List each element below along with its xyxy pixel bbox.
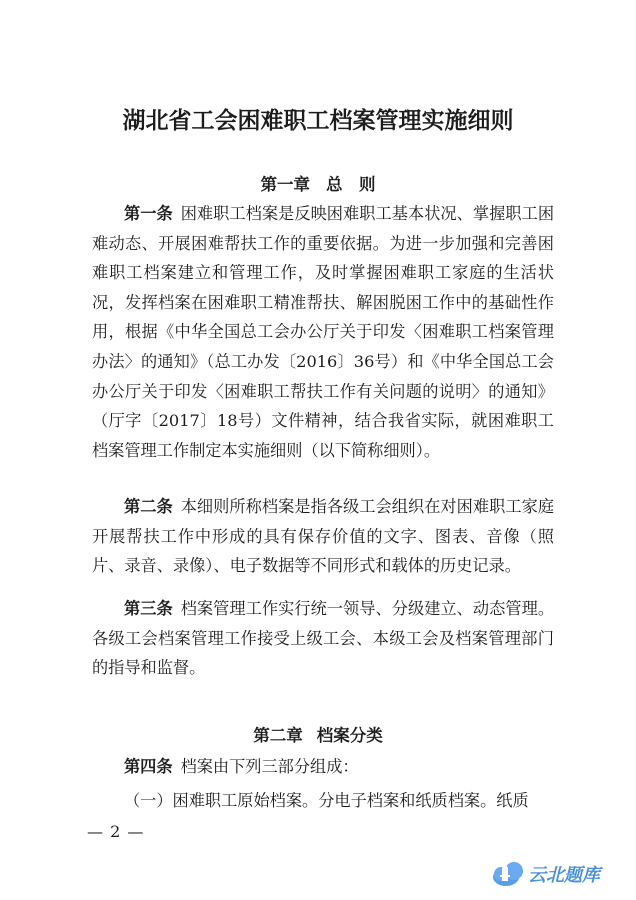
watermark-logo (490, 855, 630, 891)
article-label: 第一条 (124, 204, 173, 223)
list-item: （一）困难职工原始档案。分电子档案和纸质档案。纸质 (124, 791, 529, 810)
article-4 (92, 752, 554, 782)
article-3 (92, 594, 554, 683)
chapter-number: 第一章 (260, 175, 310, 194)
article-2 (92, 492, 554, 581)
chapter-number: 第二章 (253, 726, 303, 745)
article-text: 本细则所称档案是指各级工会组织在对困难职工家庭开展帮扶工作中形成的具有保存价值的文字、图表、音像（照片、录音、录像）、电子数据等不同形式和载体的历史记录。 (92, 497, 555, 576)
chapter-heading-1 (0, 171, 636, 195)
article-label: 第四条 (124, 757, 173, 776)
article-text: 档案管理工作实行统一领导、分级建立、动态管理。各级工会档案管理工作接受上级工会、本级工会及档案管理部门的指导和监督。 (92, 599, 555, 678)
document-title: 湖北省工会困难职工档案管理实施细则 (122, 107, 514, 134)
watermark-text: 云北题库 (528, 865, 600, 886)
article-1 (92, 199, 554, 465)
article-text: 档案由下列三部分组成： (180, 757, 359, 776)
chapter-name: 档案分类 (316, 726, 383, 745)
page-number: — 2 — (87, 822, 145, 841)
chapter-heading-2 (0, 722, 636, 746)
article-label: 第二条 (124, 497, 173, 516)
article-text: 困难职工档案是反映困难职工基本状况、掌握职工困难动态、开展困难帮扶工作的重要依据。为进一步加强和完善困难职工档案建立和管理工作，及时掌握困难职工家庭的生活状况，发挥档案在困难职工精准帮扶、解困脱困工作中的基础性作用，根据《中华全国总工会办公厅关于印发〈困难职工档案管理办法〉的通知》（总工办发〔2016〕36号）和《中华全国总工会办公厅关于印发〈困难职工帮扶工作有关问题的说明〉的通知》（厅字〔2017〕18号）文件精神，结合我省实际，就困难职工档案管理工作制定本实施细则（以下简称细则）。 (92, 204, 555, 460)
chapter-name: 总 则 (326, 175, 376, 194)
cloud-icon (493, 862, 523, 886)
article-label: 第三条 (124, 599, 173, 618)
